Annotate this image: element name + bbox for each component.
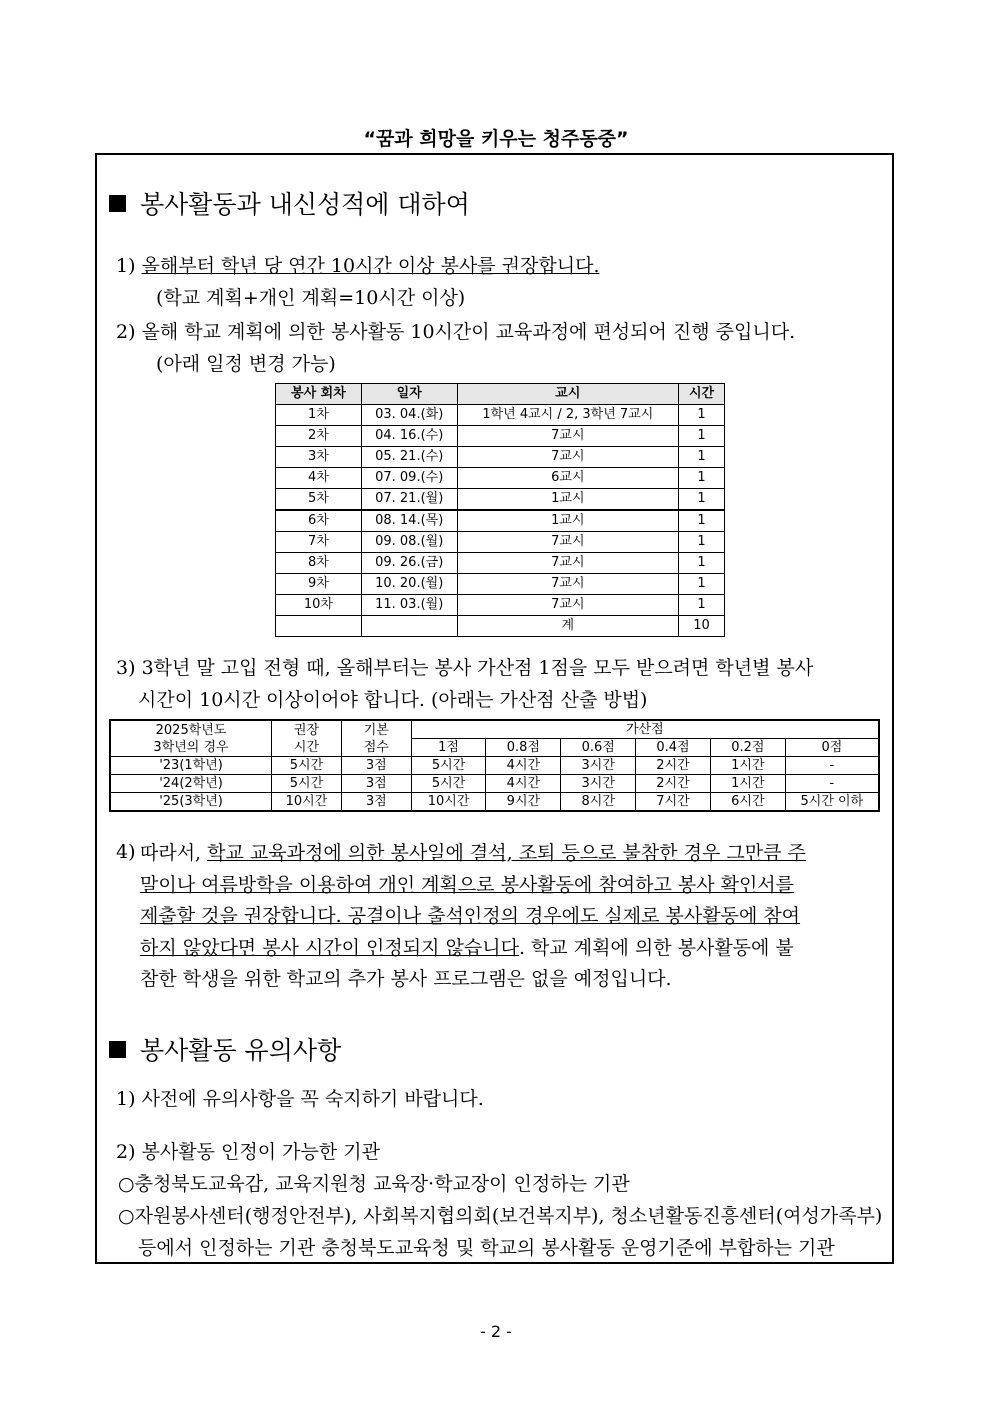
table-cell: 5시간 이하 [785,793,879,812]
bonus-points-table [109,719,880,812]
table-row [276,447,725,468]
table-cell: 1차 [276,405,362,426]
schedule-total-value: 10 [679,616,725,637]
table-cell: 9시간 [486,793,561,812]
schedule-header-cell: 교시 [457,384,678,405]
item-3: 3) 3학년 말 고입 전형 때, 올해부터는 봉사 가산점 1점을 모두 받으려면 학년별 봉사 [116,657,814,679]
table-cell: 03. 04.(화) [361,405,457,426]
table-cell: 1교시 [457,510,678,532]
table-row [276,574,725,595]
table-cell: '25(3학년) [110,793,272,812]
bonus-recommended-hours-header: 권장 시간 [272,720,342,757]
table-row [276,489,725,511]
s2-item-1: 1) 사전에 유의사항을 꼭 숙지하기 바랍니다. [116,1088,484,1110]
bonus-base-score-header: 기본 점수 [341,720,411,757]
s2-item-2: 2) 봉사활동 인정이 가능한 기관 [116,1141,380,1163]
table-cell: 3점 [341,757,411,775]
table-row [110,775,879,793]
table-cell: 3점 [341,793,411,812]
black-square-icon [109,1041,126,1058]
table-cell [361,616,457,637]
schedule-header-cell: 봉사 회차 [276,384,362,405]
table-cell: 04. 16.(수) [361,426,457,447]
table-cell: 1 [679,468,725,489]
bonus-score-header: 0.8점 [486,739,561,757]
section-title-precautions: 봉사활동 유의사항 [109,1031,341,1067]
table-cell: 09. 26.(금) [361,553,457,574]
table-cell: 1시간 [710,757,785,775]
table-cell: 1학년 4교시 / 2, 3학년 7교시 [457,405,678,426]
table-row [110,793,879,812]
table-cell: 7차 [276,532,362,553]
table-cell: '23(1학년) [110,757,272,775]
page-number: - 2 - [480,1322,512,1341]
schedule-header-cell: 일자 [361,384,457,405]
table-cell: 05. 21.(수) [361,447,457,468]
table-cell: 7교시 [457,574,678,595]
table-row [276,426,725,447]
table-cell: 7교시 [457,447,678,468]
bonus-score-header: 1점 [411,739,486,757]
table-cell: 4시간 [486,775,561,793]
table-cell: 2차 [276,426,362,447]
table-cell: 1 [679,426,725,447]
bullet-item: ○충청북도교육감, 교육지원청 교육장·학교장이 인정하는 기관 [118,1173,630,1195]
table-cell [276,616,362,637]
schedule-total-label: 계 [457,616,678,637]
table-cell: 6시간 [710,793,785,812]
table-cell: 4차 [276,468,362,489]
table-cell: 7교시 [457,532,678,553]
bonus-corner-cell: 2025학년도 3학년의 경우 [110,720,272,757]
table-cell: 5시간 [272,775,342,793]
page-header-slogan: “꿈과 희망을 키우는 청주동중” [363,128,629,150]
bonus-group-header: 가산점 [411,720,879,739]
item-1-note: (학교 계획+개인 계획=10시간 이상) [156,287,466,309]
table-cell: - [785,775,879,793]
table-cell: 1교시 [457,489,678,511]
black-square-icon [109,195,126,212]
section-title-volunteer-grades: 봉사활동과 내신성적에 대하여 [109,185,470,221]
table-cell: 1 [679,553,725,574]
table-row [276,595,725,616]
bonus-score-header: 0점 [785,739,879,757]
bullet-item-continued: 등에서 인정하는 기관 충청북도교육청 및 학교의 봉사활동 운영기준에 부합하는 기관 [138,1237,835,1259]
table-cell: 7교시 [457,595,678,616]
table-cell: 3시간 [561,775,636,793]
table-cell: 07. 09.(수) [361,468,457,489]
content-frame [95,153,894,1264]
bullet-item: ○자원봉사센터(행정안전부), 사회복지협의회(보건복지부), 청소년활동진흥센터(여성가족부) [118,1205,883,1227]
circle-bullet-icon: ○ [118,1173,135,1195]
table-cell: '24(2학년) [110,775,272,793]
table-cell: 10. 20.(월) [361,574,457,595]
item-2: 2) 올해 학교 계획에 의한 봉사활동 10시간이 교육과정에 편성되어 진행 중입니다. [116,321,796,343]
table-row [276,510,725,532]
table-cell: 10차 [276,595,362,616]
item-1: 1) 올해부터 학년 당 연간 10시간 이상 봉사를 권장합니다. [116,255,600,277]
table-cell: 7교시 [457,426,678,447]
schedule-header-cell: 시간 [679,384,725,405]
bonus-header-row [110,720,879,739]
table-cell: 3점 [341,775,411,793]
schedule-header-row [276,384,725,405]
table-cell: 6교시 [457,468,678,489]
table-cell: 5시간 [411,775,486,793]
table-cell: 1시간 [710,775,785,793]
table-cell: 09. 08.(월) [361,532,457,553]
table-cell: 8차 [276,553,362,574]
table-cell: 5차 [276,489,362,511]
table-cell: 5시간 [411,757,486,775]
bonus-score-header: 0.4점 [636,739,711,757]
table-cell: 5시간 [272,757,342,775]
table-row [110,757,879,775]
table-row [276,405,725,426]
table-cell: 7시간 [636,793,711,812]
circle-bullet-icon: ○ [118,1205,135,1227]
table-cell: 1 [679,489,725,511]
table-row [276,468,725,489]
item-4-paragraph: 따라서, 학교 교육과정에 의한 봉사일에 결석, 조퇴 등으로 불참한 경우 그만큼 주 말이나 여름방학을 이용하여 개인 계획으로 봉사활동에 참여하고 봉사 확인서를 제출할 것을 권장합니다. 공결이나 출석인정의 경우에도 실제로 봉사활동에 참여 하지 않았다면 봉사 시간이 인정되지 않습니다. 학교 계획에 의한 봉사활동에 불 참한 학생을 위한 학교의 추가 봉사 프로그램은 없을 예정입니다. [140,842,806,990]
bonus-score-header: 0.2점 [710,739,785,757]
table-row [276,553,725,574]
table-cell: 07. 21.(월) [361,489,457,511]
table-cell: 3시간 [561,757,636,775]
table-cell: 10시간 [411,793,486,812]
bonus-score-header: 0.6점 [561,739,636,757]
table-cell: 6차 [276,510,362,532]
table-cell: 1 [679,447,725,468]
table-cell: 7교시 [457,553,678,574]
table-cell: 2시간 [636,757,711,775]
table-cell: 10시간 [272,793,342,812]
schedule-table [275,383,725,637]
schedule-total-row [276,616,725,637]
table-cell: 9차 [276,574,362,595]
table-row [276,532,725,553]
table-cell: 2시간 [636,775,711,793]
table-cell: 8시간 [561,793,636,812]
table-cell: 1 [679,405,725,426]
table-cell: 3차 [276,447,362,468]
table-cell: 08. 14.(목) [361,510,457,532]
item-2-note: (아래 일정 변경 가능) [156,353,336,375]
table-cell: 4시간 [486,757,561,775]
item-3-continued: 시간이 10시간 이상이어야 합니다. (아래는 가산점 산출 방법) [138,689,648,711]
table-cell: 1 [679,574,725,595]
table-cell: 11. 03.(월) [361,595,457,616]
table-cell: - [785,757,879,775]
table-cell: 1 [679,532,725,553]
table-cell: 1 [679,510,725,532]
table-cell: 1 [679,595,725,616]
item-4-number: 4) [116,841,136,863]
